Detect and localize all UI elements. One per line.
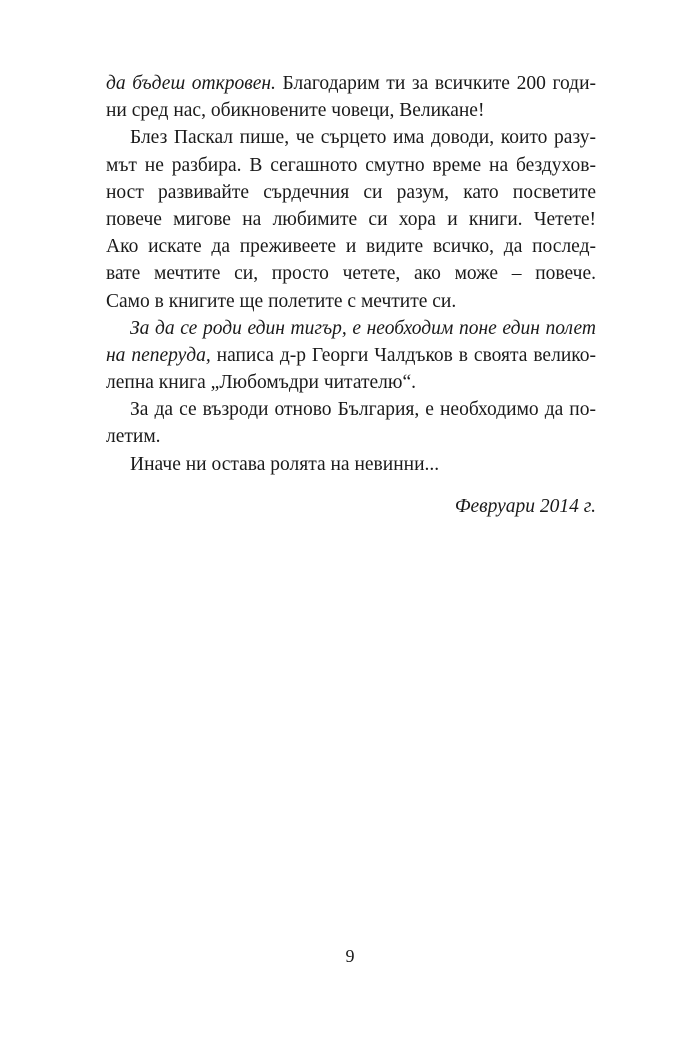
text-line xyxy=(106,70,596,97)
text-span: Благодарим ти за всичките 200 годи- xyxy=(275,73,596,94)
text-line: ни сред нас, обикновените човеци, Великане! xyxy=(106,100,485,122)
text-line: лепна книга „Любомъдри читателю“. xyxy=(106,372,416,394)
text-line: Иначе ни остава ролята на невинни... xyxy=(130,453,440,475)
text-line: Само в книгите ще полетите с мечтите си. xyxy=(106,290,457,312)
text-line: повече мигове на любимите си хора и книги. Четете! xyxy=(106,208,596,230)
text-line xyxy=(106,342,596,369)
text-line: мът не разбира. В сегашното смутно време на бездухов- xyxy=(106,154,596,176)
italic-phrase: на пеперуда, xyxy=(106,344,211,366)
italic-phrase: да бъдеш откровен. xyxy=(106,73,276,94)
text-line xyxy=(106,315,596,342)
text-span: написа д-р Георги Чалдъков в своята велико- xyxy=(210,344,596,366)
italic-phrase: За да се роди един тигър, е необходим поне един полет xyxy=(130,317,596,339)
text-line: Ако искате да преживеете и видите всичко, да послед- xyxy=(106,236,596,258)
text-line: Блез Паскал пише, че сърцето има доводи, които разу- xyxy=(130,127,596,149)
text-line: вате мечтите си, просто четете, ако може – повече. xyxy=(106,263,596,285)
text-line: летим. xyxy=(106,426,161,448)
text-line: За да се възроди отново България, е необходимо да по- xyxy=(130,399,596,421)
date-signature: Февруари 2014 г. xyxy=(454,496,596,517)
text-line: ност развивайте сърдечния си разум, като посветите xyxy=(106,181,596,203)
page-number: 9 xyxy=(345,946,355,966)
page-body xyxy=(106,70,596,478)
